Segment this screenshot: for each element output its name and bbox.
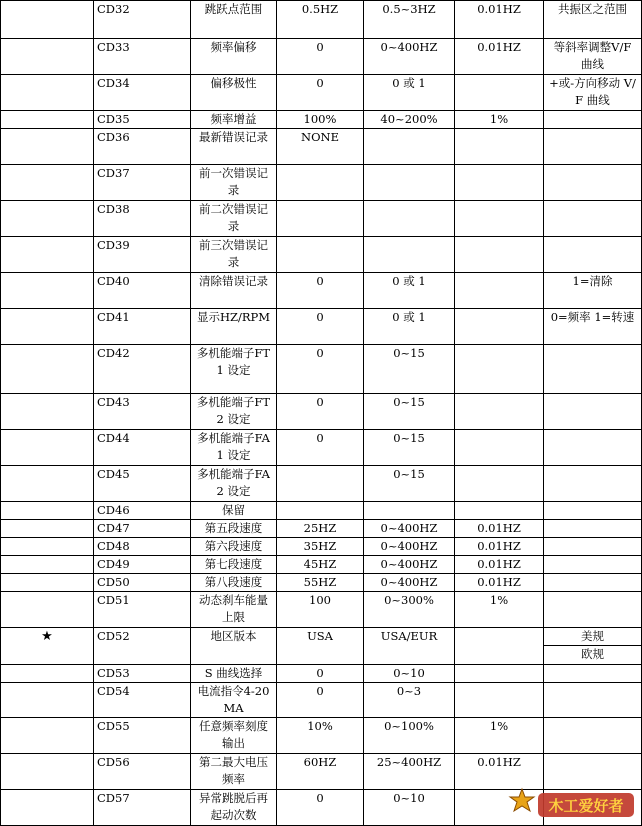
param-note <box>544 574 642 592</box>
param-step <box>455 237 544 273</box>
param-name: 第八段速度 <box>191 574 277 592</box>
param-note: +或-方向移动 V/F 曲线 <box>544 75 642 111</box>
row-mark <box>1 129 94 165</box>
param-note <box>544 345 642 394</box>
param-range: 0~10 <box>364 665 455 683</box>
param-step <box>455 502 544 520</box>
param-note <box>544 556 642 574</box>
table-row <box>1 309 642 345</box>
param-code: CD47 <box>94 520 191 538</box>
table-row <box>1 75 642 111</box>
param-name: 频率增益 <box>191 111 277 129</box>
param-step <box>455 430 544 466</box>
param-note-line: 美规 <box>581 629 604 643</box>
row-mark <box>1 111 94 129</box>
param-note <box>544 665 642 683</box>
param-code: CD40 <box>94 273 191 309</box>
table-row <box>1 665 642 683</box>
param-note <box>544 754 642 790</box>
param-code: CD53 <box>94 665 191 683</box>
param-range: 0~3 <box>364 683 455 718</box>
param-step: 0.01HZ <box>455 556 544 574</box>
param-code: CD45 <box>94 466 191 502</box>
row-mark <box>1 683 94 718</box>
param-note <box>544 201 642 237</box>
param-code: CD48 <box>94 538 191 556</box>
table-row <box>1 201 642 237</box>
param-note <box>544 129 642 165</box>
param-step: 1% <box>455 592 544 628</box>
param-name: 保留 <box>191 502 277 520</box>
param-default <box>277 201 364 237</box>
table-row <box>1 111 642 129</box>
param-default: 100 <box>277 592 364 628</box>
param-name: 多机能端子FT2 设定 <box>191 394 277 430</box>
param-step: 0.01HZ <box>455 39 544 75</box>
row-mark <box>1 790 94 826</box>
table-row <box>1 129 642 165</box>
table-row <box>1 502 642 520</box>
param-range: 0~300% <box>364 592 455 628</box>
param-range: 0~400HZ <box>364 39 455 75</box>
param-code: CD38 <box>94 201 191 237</box>
row-mark <box>1 502 94 520</box>
param-name: 任意频率刻度输出 <box>191 718 277 754</box>
param-step <box>455 273 544 309</box>
param-step <box>455 665 544 683</box>
param-name: S 曲线选择 <box>191 665 277 683</box>
param-name: 显示HZ/RPM <box>191 309 277 345</box>
param-step <box>455 309 544 345</box>
row-mark <box>1 345 94 394</box>
param-note: 1=清除 <box>544 273 642 309</box>
param-code: CD41 <box>94 309 191 345</box>
row-mark <box>1 309 94 345</box>
table-row <box>1 556 642 574</box>
param-step <box>455 628 544 665</box>
param-code: CD50 <box>94 574 191 592</box>
row-mark <box>1 75 94 111</box>
row-mark <box>1 466 94 502</box>
param-code: CD35 <box>94 111 191 129</box>
param-code: CD34 <box>94 75 191 111</box>
param-default: 0 <box>277 273 364 309</box>
param-range: 0~15 <box>364 345 455 394</box>
table-row <box>1 466 642 502</box>
param-range: 0~400HZ <box>364 556 455 574</box>
param-code: CD57 <box>94 790 191 826</box>
param-note: 0=频率 1=转速 <box>544 309 642 345</box>
param-default: 0 <box>277 665 364 683</box>
param-step: 1% <box>455 111 544 129</box>
param-name: 前二次错误记录 <box>191 201 277 237</box>
param-code: CD39 <box>94 237 191 273</box>
table-row <box>1 574 642 592</box>
row-mark <box>1 574 94 592</box>
table-row <box>1 345 642 394</box>
table-row <box>1 683 642 718</box>
param-default: 25HZ <box>277 520 364 538</box>
param-note <box>544 394 642 430</box>
row-mark <box>1 273 94 309</box>
param-range: 0 或 1 <box>364 75 455 111</box>
param-name: 多机能端子FA1 设定 <box>191 430 277 466</box>
param-note <box>544 502 642 520</box>
param-step: 0.01HZ <box>455 1 544 39</box>
param-step: 0.01HZ <box>455 574 544 592</box>
param-name: 第七段速度 <box>191 556 277 574</box>
param-default: 0 <box>277 683 364 718</box>
param-step <box>455 683 544 718</box>
row-mark: ★ <box>1 628 94 665</box>
param-step <box>455 165 544 201</box>
param-default <box>277 466 364 502</box>
param-code: CD54 <box>94 683 191 718</box>
param-note: 共振区之范围 <box>544 1 642 39</box>
param-range <box>364 237 455 273</box>
param-note <box>544 165 642 201</box>
param-note <box>544 466 642 502</box>
param-range: 0~15 <box>364 394 455 430</box>
param-range: 0~400HZ <box>364 538 455 556</box>
table-row <box>1 430 642 466</box>
param-code: CD43 <box>94 394 191 430</box>
param-code: CD44 <box>94 430 191 466</box>
param-default: 0 <box>277 790 364 826</box>
param-code: CD55 <box>94 718 191 754</box>
row-mark <box>1 592 94 628</box>
param-range: USA/EUR <box>364 628 455 665</box>
table-row <box>1 394 642 430</box>
param-range: 0~400HZ <box>364 520 455 538</box>
param-step <box>455 394 544 430</box>
param-step: 0.01HZ <box>455 538 544 556</box>
watermark-text: 木工爱好者 <box>548 797 624 815</box>
param-name: 多机能端子FT1 设定 <box>191 345 277 394</box>
param-name: 前一次错误记录 <box>191 165 277 201</box>
table-row <box>1 538 642 556</box>
param-name: 异常跳脱后再起动次数 <box>191 790 277 826</box>
table-row <box>1 718 642 754</box>
param-range: 0~15 <box>364 466 455 502</box>
param-note <box>544 592 642 628</box>
param-note <box>544 430 642 466</box>
param-note-line: 欧规 <box>544 645 641 663</box>
param-code: CD51 <box>94 592 191 628</box>
param-step: 0.01HZ <box>455 754 544 790</box>
param-range <box>364 502 455 520</box>
param-range: 0~100% <box>364 718 455 754</box>
row-mark <box>1 665 94 683</box>
table-row <box>1 165 642 201</box>
param-default <box>277 502 364 520</box>
param-range: 0 或 1 <box>364 309 455 345</box>
param-code: CD37 <box>94 165 191 201</box>
row-mark <box>1 394 94 430</box>
param-step <box>455 201 544 237</box>
param-note <box>544 718 642 754</box>
param-name: 多机能端子FA2 设定 <box>191 466 277 502</box>
param-note <box>544 237 642 273</box>
param-range: 25~400HZ <box>364 754 455 790</box>
row-mark <box>1 430 94 466</box>
watermark-logo <box>508 787 638 821</box>
table-row <box>1 1 642 39</box>
param-range: 0 或 1 <box>364 273 455 309</box>
table-row <box>1 237 642 273</box>
param-default: 0 <box>277 309 364 345</box>
param-code: CD33 <box>94 39 191 75</box>
param-code: CD49 <box>94 556 191 574</box>
param-default <box>277 237 364 273</box>
param-note <box>544 520 642 538</box>
param-step <box>455 345 544 394</box>
logo-star-icon <box>510 789 534 811</box>
param-range: 0.5~3HZ <box>364 1 455 39</box>
param-default: NONE <box>277 129 364 165</box>
param-default: 0 <box>277 430 364 466</box>
row-mark <box>1 754 94 790</box>
row-mark <box>1 237 94 273</box>
param-name: 动态刹车能量上限 <box>191 592 277 628</box>
param-range: 0~15 <box>364 430 455 466</box>
param-range: 40~200% <box>364 111 455 129</box>
row-mark <box>1 718 94 754</box>
table-row <box>1 39 642 75</box>
param-default: USA <box>277 628 364 665</box>
param-note <box>544 538 642 556</box>
param-default <box>277 165 364 201</box>
param-name: 第六段速度 <box>191 538 277 556</box>
row-mark <box>1 1 94 39</box>
param-note <box>544 628 642 665</box>
param-default: 0 <box>277 75 364 111</box>
row-mark <box>1 201 94 237</box>
param-default: 60HZ <box>277 754 364 790</box>
param-name: 第五段速度 <box>191 520 277 538</box>
param-range <box>364 129 455 165</box>
param-code: CD36 <box>94 129 191 165</box>
param-code: CD56 <box>94 754 191 790</box>
param-note <box>544 683 642 718</box>
param-default: 35HZ <box>277 538 364 556</box>
param-default: 0 <box>277 345 364 394</box>
param-code: CD46 <box>94 502 191 520</box>
param-default: 100% <box>277 111 364 129</box>
param-default: 0 <box>277 394 364 430</box>
param-name: 清除错误记录 <box>191 273 277 309</box>
row-mark <box>1 520 94 538</box>
param-step <box>455 75 544 111</box>
table-row <box>1 628 642 665</box>
param-default: 0 <box>277 39 364 75</box>
param-name: 第二最大电压频率 <box>191 754 277 790</box>
param-range <box>364 201 455 237</box>
param-name: 地区版本 <box>191 628 277 665</box>
row-mark <box>1 165 94 201</box>
param-code: CD52 <box>94 628 191 665</box>
param-step <box>455 129 544 165</box>
param-default: 45HZ <box>277 556 364 574</box>
row-mark <box>1 39 94 75</box>
param-name: 最新错误记录 <box>191 129 277 165</box>
param-code: CD32 <box>94 1 191 39</box>
param-step: 1% <box>455 718 544 754</box>
table-row <box>1 273 642 309</box>
param-name: 频率偏移 <box>191 39 277 75</box>
param-range <box>364 165 455 201</box>
param-step <box>455 466 544 502</box>
param-range: 0~10 <box>364 790 455 826</box>
param-name: 电流指令4-20MA <box>191 683 277 718</box>
param-code: CD42 <box>94 345 191 394</box>
param-default: 0.5HZ <box>277 1 364 39</box>
row-mark <box>1 556 94 574</box>
param-name: 偏移极性 <box>191 75 277 111</box>
table-row <box>1 520 642 538</box>
param-name: 跳跃点范围 <box>191 1 277 39</box>
param-note: 等斜率调整V/F 曲线 <box>544 39 642 75</box>
param-default: 55HZ <box>277 574 364 592</box>
param-default: 10% <box>277 718 364 754</box>
param-step: 0.01HZ <box>455 520 544 538</box>
param-note <box>544 111 642 129</box>
table-row <box>1 592 642 628</box>
row-mark <box>1 538 94 556</box>
param-range: 0~400HZ <box>364 574 455 592</box>
table-row <box>1 754 642 790</box>
param-name: 前三次错误记录 <box>191 237 277 273</box>
